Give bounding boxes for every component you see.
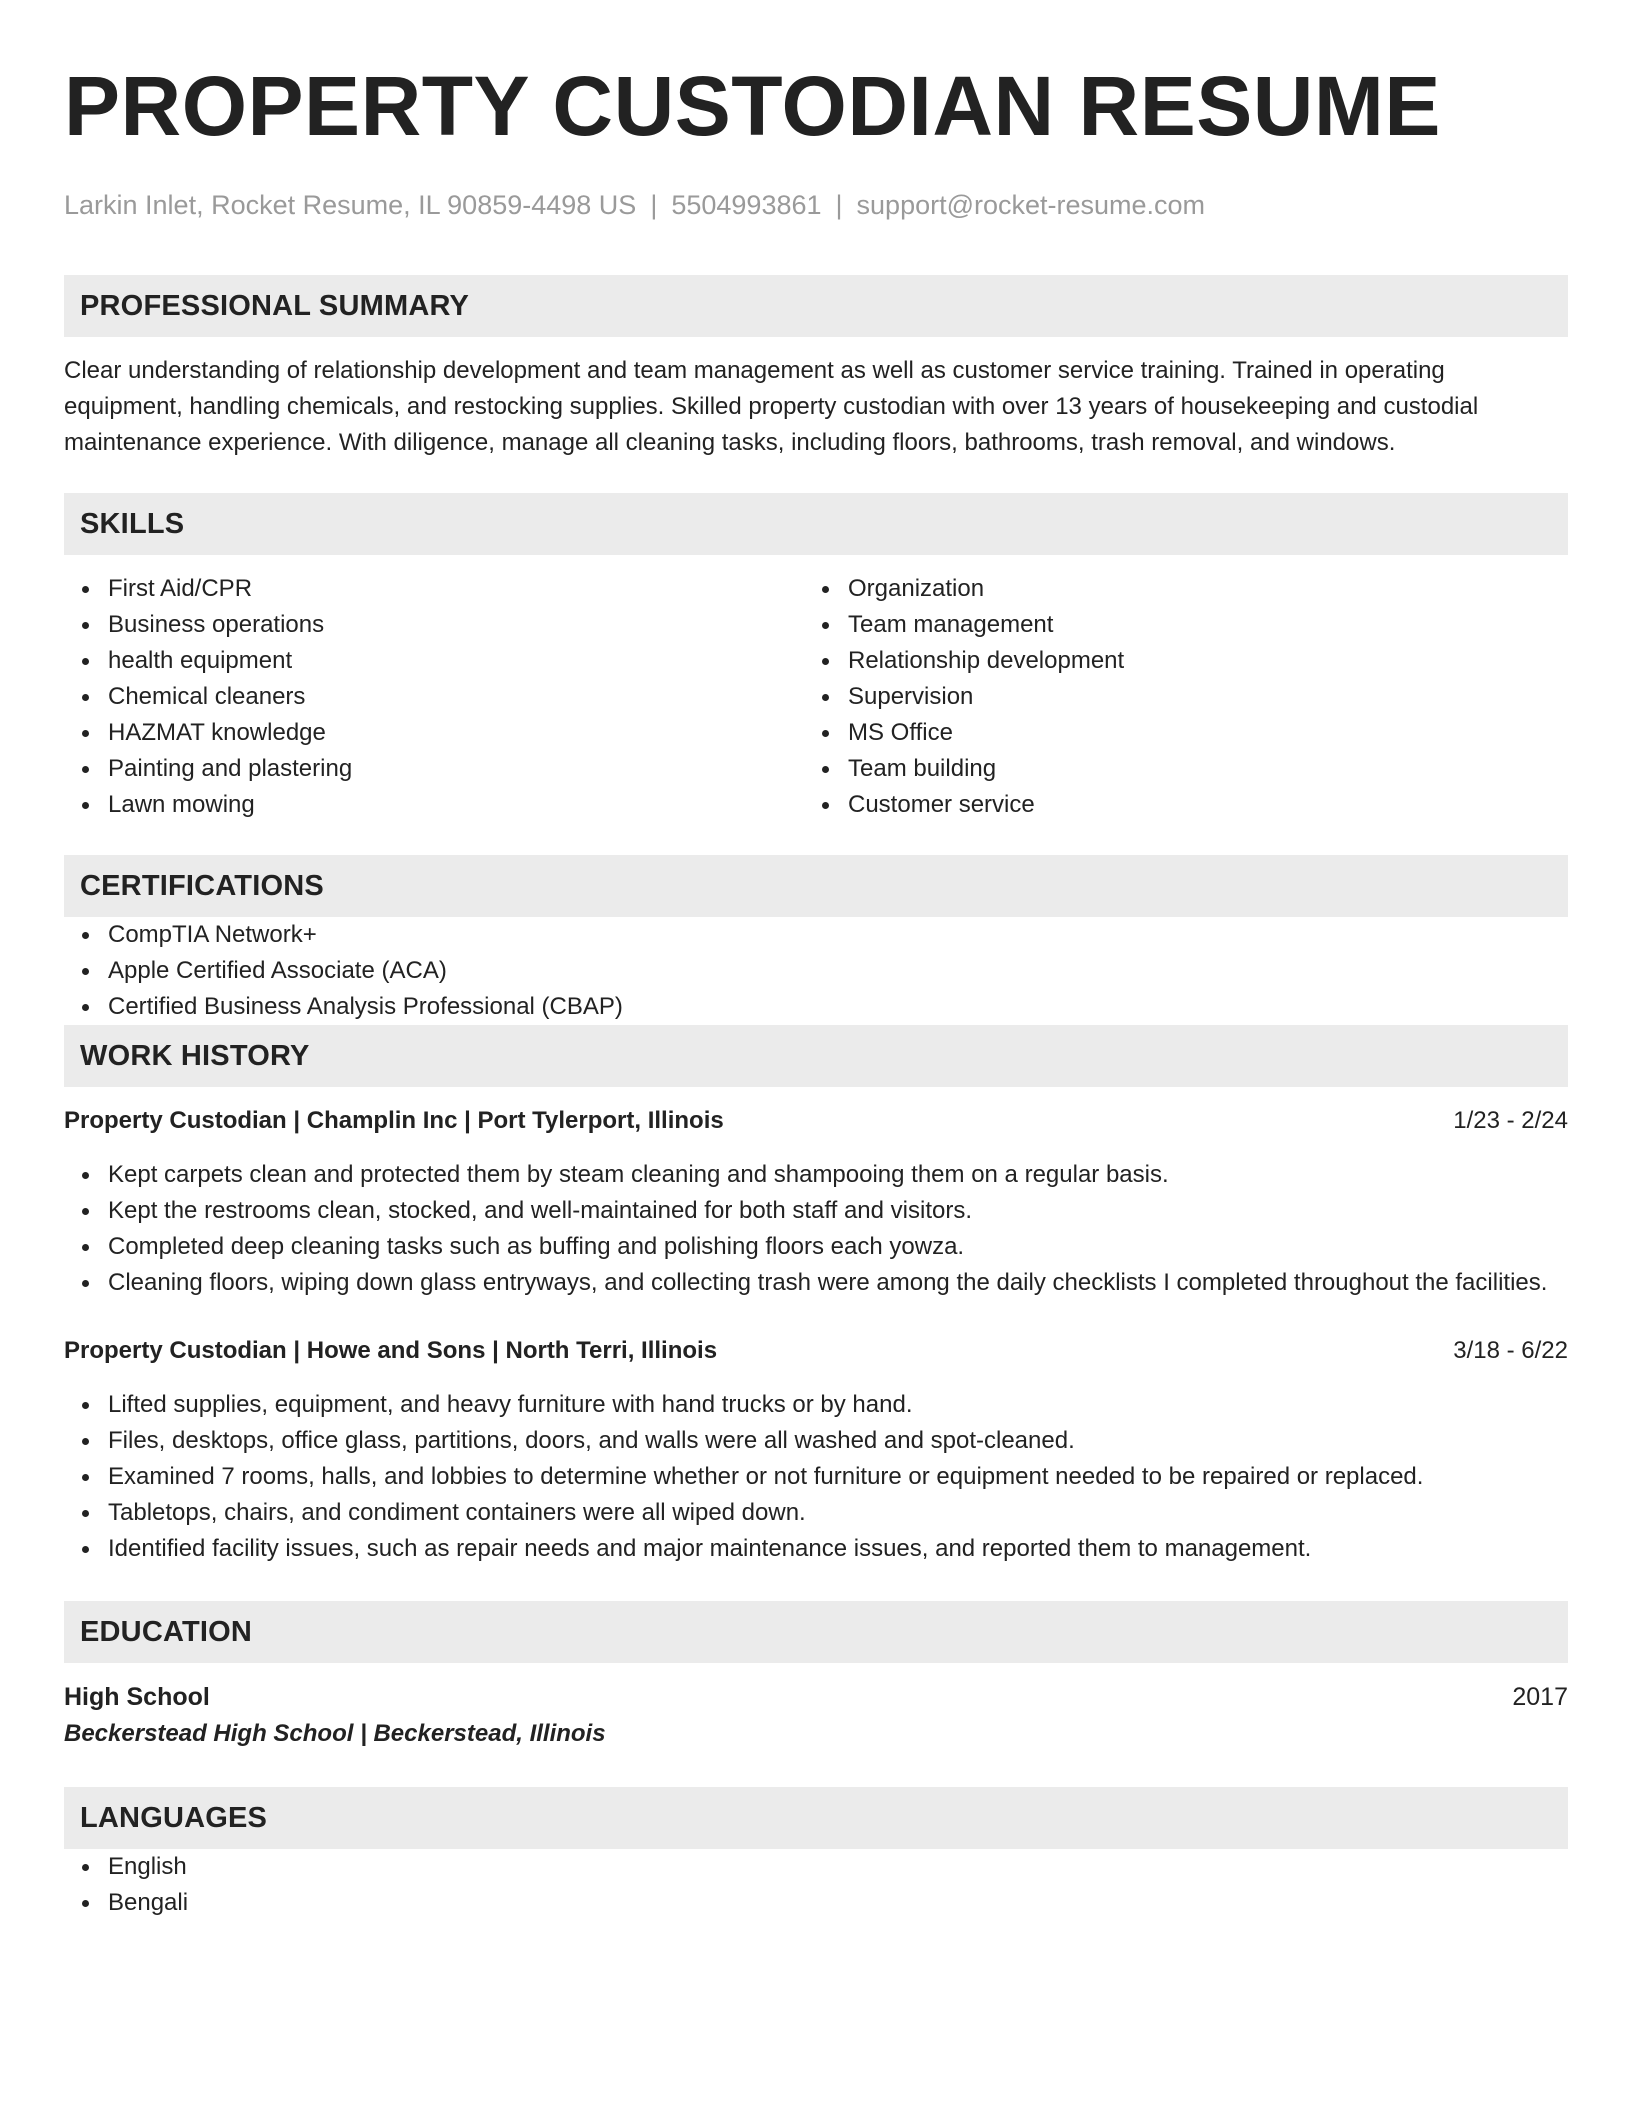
- skills-grid: [64, 571, 1568, 823]
- skill-item: health equipment: [108, 643, 804, 679]
- skill-item: Business operations: [108, 607, 804, 643]
- job-entry: [64, 1103, 1568, 1301]
- job-bullet: Cleaning floors, wiping down glass entryways, and collecting trash were among the daily checklists I completed throughout the facilities.: [108, 1265, 1568, 1301]
- job-bullet: Files, desktops, office glass, partitions, doors, and walls were all washed and spot-cleaned.: [108, 1423, 1568, 1459]
- job-bullet: Identified facility issues, such as repair needs and major maintenance issues, and reported them to management.: [108, 1531, 1568, 1567]
- work-history: [64, 1103, 1568, 1567]
- job-bullet: Kept carpets clean and protected them by steam cleaning and shampooing them on a regular basis.: [108, 1157, 1568, 1193]
- certifications-list: [64, 917, 1568, 1025]
- skill-item: Organization: [848, 571, 1568, 607]
- skill-item: Team building: [848, 751, 1568, 787]
- skill-item: Customer service: [848, 787, 1568, 823]
- job-bullet: Completed deep cleaning tasks such as buffing and polishing floors each yowza.: [108, 1229, 1568, 1265]
- contact-phone: 5504993861: [671, 190, 822, 220]
- job-header: [64, 1333, 1568, 1369]
- job-header: [64, 1103, 1568, 1139]
- education-degree: High School: [64, 1683, 210, 1711]
- language-item: English: [108, 1849, 1568, 1885]
- job-dates: 1/23 - 2/24: [1453, 1107, 1568, 1134]
- job-bullets: [64, 1387, 1568, 1567]
- contact-line: [64, 188, 1568, 222]
- page-title: PROPERTY CUSTODIAN RESUME: [64, 59, 1441, 153]
- education-entry: [64, 1679, 1568, 1753]
- certification-item: CompTIA Network+: [108, 917, 1568, 953]
- skill-item: HAZMAT knowledge: [108, 715, 804, 751]
- skill-item: Painting and plastering: [108, 751, 804, 787]
- education-header: [64, 1679, 1568, 1715]
- summary-text: Clear understanding of relationship development and team management as well as customer service training. Trained in operating equipment, handling chemicals, and restocking supplies. Skilled property custodian with over 13 years of housekeeping and custodial maintenance experience. With diligence, manage all cleaning tasks, including floors, bathrooms, trash removal, and windows.: [64, 357, 1479, 456]
- languages-section-header: LANGUAGES: [64, 1787, 1568, 1849]
- certification-item: Certified Business Analysis Professional (CBAP): [108, 989, 1568, 1025]
- job-bullets: [64, 1157, 1568, 1301]
- summary-section-header: PROFESSIONAL SUMMARY: [64, 275, 1568, 337]
- skill-item: Relationship development: [848, 643, 1568, 679]
- certification-item: Apple Certified Associate (ACA): [108, 953, 1568, 989]
- languages-list: [64, 1849, 1568, 1921]
- contact-separator: |: [650, 190, 658, 220]
- skill-item: Lawn mowing: [108, 787, 804, 823]
- skills-list-left: [64, 571, 804, 823]
- education-section-header: EDUCATION: [64, 1601, 1568, 1663]
- job-title: Property Custodian | Champlin Inc | Port Tylerport, Illinois: [64, 1107, 724, 1134]
- job-bullet: Tabletops, chairs, and condiment containers were all wiped down.: [108, 1495, 1568, 1531]
- contact-address: Larkin Inlet, Rocket Resume, IL 90859-4498 US: [64, 190, 637, 220]
- skill-item: Chemical cleaners: [108, 679, 804, 715]
- skills-section-header: SKILLS: [64, 493, 1568, 555]
- job-bullet: Examined 7 rooms, halls, and lobbies to determine whether or not furniture or equipment needed to be repaired or replaced.: [108, 1459, 1568, 1495]
- skill-item: Team management: [848, 607, 1568, 643]
- skill-item: MS Office: [848, 715, 1568, 751]
- job-dates: 3/18 - 6/22: [1453, 1337, 1568, 1364]
- skills-list-right: [804, 571, 1568, 823]
- job-entry: [64, 1333, 1568, 1567]
- job-title: Property Custodian | Howe and Sons | North Terri, Illinois: [64, 1337, 718, 1364]
- education-year: 2017: [1512, 1683, 1568, 1711]
- skill-item: First Aid/CPR: [108, 571, 804, 607]
- work-history-section-header: WORK HISTORY: [64, 1025, 1568, 1087]
- contact-email: support@rocket-resume.com: [856, 190, 1206, 220]
- contact-separator: |: [835, 190, 843, 220]
- job-bullet: Kept the restrooms clean, stocked, and well-maintained for both staff and visitors.: [108, 1193, 1568, 1229]
- language-item: Bengali: [108, 1885, 1568, 1921]
- education-school: Beckerstead High School | Beckerstead, Illinois: [64, 1720, 606, 1747]
- job-bullet: Lifted supplies, equipment, and heavy furniture with hand trucks or by hand.: [108, 1387, 1568, 1423]
- certifications-section-header: CERTIFICATIONS: [64, 855, 1568, 917]
- skill-item: Supervision: [848, 679, 1568, 715]
